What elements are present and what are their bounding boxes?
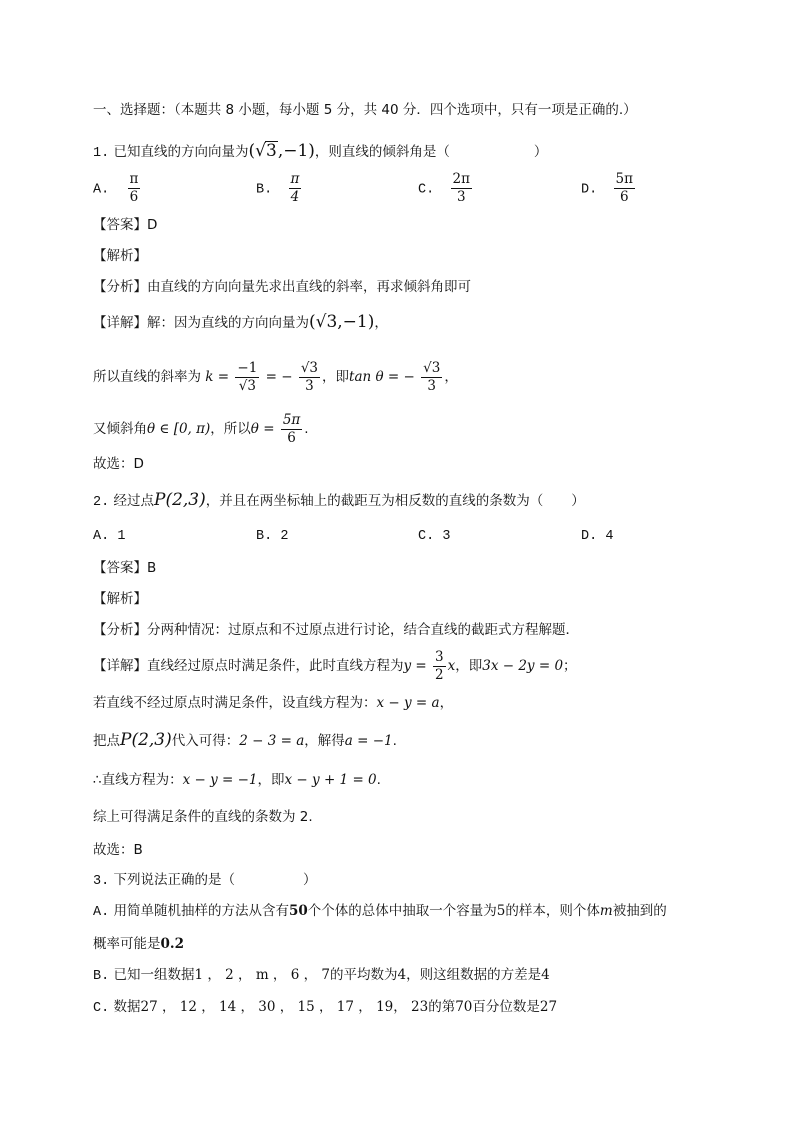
q1-option-a-fraction: $\frac{\pi}{6}$ [129, 171, 139, 205]
q1-detail-vector: (√3,−1) [309, 312, 375, 332]
q1-option-c-fraction: $\frac{2\pi}{3}$ [452, 171, 470, 205]
q2-option-c: C. 3 [418, 529, 451, 544]
q1-hint: 【分析】由直线的方向向量先求出直线的斜率，再求倾斜角即可 [93, 279, 471, 295]
q1-option-b: B. $\frac{\pi}{4}$ [256, 171, 300, 205]
q2-stem: 2. 经过点P(2,3)，并且在两坐标轴上的截距互为相反数的直线的条数为（ ） [93, 490, 585, 510]
q1-option-d-fraction: $\frac{5\pi}{6}$ [615, 171, 633, 205]
q1-stem-after: ，则直线的倾斜角是（ [314, 144, 450, 160]
q3-option-c: C. 数据27 ， 12 ， 14 ， 30 ， 15 ， 17 ， 19， 23的第70百分位数是27 [93, 999, 558, 1016]
q1-option-b-fraction: $\frac{\pi}{4}$ [290, 171, 300, 205]
q1-slope-line: 所以直线的斜率为 k = $\frac{-1}{√3}$ = − $\frac{√3}{3}$ ，即tan θ = − $\frac{√3}{3}$ ， [93, 359, 458, 394]
q1-choose: 故选：D [93, 456, 144, 472]
q1-option-d: D. $\frac{5\pi}{6}$ [581, 171, 633, 205]
q1-stem [93, 141, 547, 163]
q2-option-d: D. 4 [581, 529, 614, 544]
q1-slope-fraction-2: $\frac{√3}{3}$ [300, 359, 319, 394]
q1-angle-line: 又倾斜角θ ∈ [0, π)，所以θ = $\frac{5\pi}{6}$ . [93, 411, 309, 446]
q2-detail-line4: ∴直线方程为：x − y = −1，即x − y + 1 = 0. [93, 772, 381, 788]
q1-slope-fraction-1: $\frac{-1}{√3}$ [237, 359, 258, 394]
q1-vector: (√3,−1) [248, 141, 315, 161]
q2-summary: 综上可得满足条件的直线的条数为 2. [93, 809, 313, 825]
q1-analysis-heading: 【解析】 [93, 248, 147, 264]
q1-option-c: C. $\frac{2\pi}{3}$ [418, 171, 470, 205]
q2-detail-line3: 把点P(2,3)代入可得：2 − 3 = a，解得a = −1. [93, 730, 397, 750]
q1-angle-fraction: $\frac{5\pi}{6}$ [282, 411, 301, 446]
q2-hint: 【分析】分两种情况：过原点和不过原点进行讨论，结合直线的截距式方程解题． [93, 622, 579, 638]
q2-choose: 故选：B [93, 842, 143, 858]
q3-stem: 3. 下列说法正确的是（ ） [93, 872, 317, 889]
q3-number: 3. [93, 874, 110, 889]
q2-detail-line2: 若直线不经过原点时满足条件，设直线方程为：x − y = a， [93, 695, 454, 711]
q1-option-a: A. $\frac{\pi}{6}$ [93, 171, 139, 205]
q1-stem-close: ） [533, 144, 548, 160]
q2-eq1-fraction: $\frac{3}{2}$ [435, 648, 444, 683]
q2-detail-line1: 【详解】直线经过原点时满足条件，此时直线方程为y = $\frac{3}{2}$ x，即3x − 2y = 0； [93, 648, 577, 683]
q3-option-b: B. 已知一组数据1 ， 2 ， m ， 6 ， 7的平均数为4，则这组数据的方差是4 [93, 967, 550, 984]
q2-option-b: B. 2 [256, 529, 289, 544]
q3-option-a-line2: 概率可能是0.2 [93, 936, 184, 952]
q1-detail-line1: 【详解】解：因为直线的方向向量为(√3,−1)， [93, 312, 388, 332]
q1-number: 1. [93, 146, 110, 161]
q2-option-a: A. 1 [93, 529, 126, 544]
section-header: 一、选择题：（本题共 8 小题，每小题 5 分，共 40 分．四个选项中，只有一项是正确的.） [93, 102, 637, 118]
q1-stem-text: 已知直线的方向向量为 [113, 144, 249, 160]
q2-answer: 【答案】B [93, 560, 157, 576]
q3-option-a-line1: A. 用简单随机抽样的方法从含有50个个体的总体中抽取一个容量为5的样本，则个体m被抽到的 [93, 903, 667, 920]
q2-point: P(2,3) [154, 490, 206, 510]
q2-number: 2. [93, 495, 110, 510]
q1-tan-fraction: $\frac{√3}{3}$ [423, 359, 441, 394]
q2-analysis-heading: 【解析】 [93, 591, 147, 607]
q1-answer: 【答案】D [93, 217, 158, 233]
